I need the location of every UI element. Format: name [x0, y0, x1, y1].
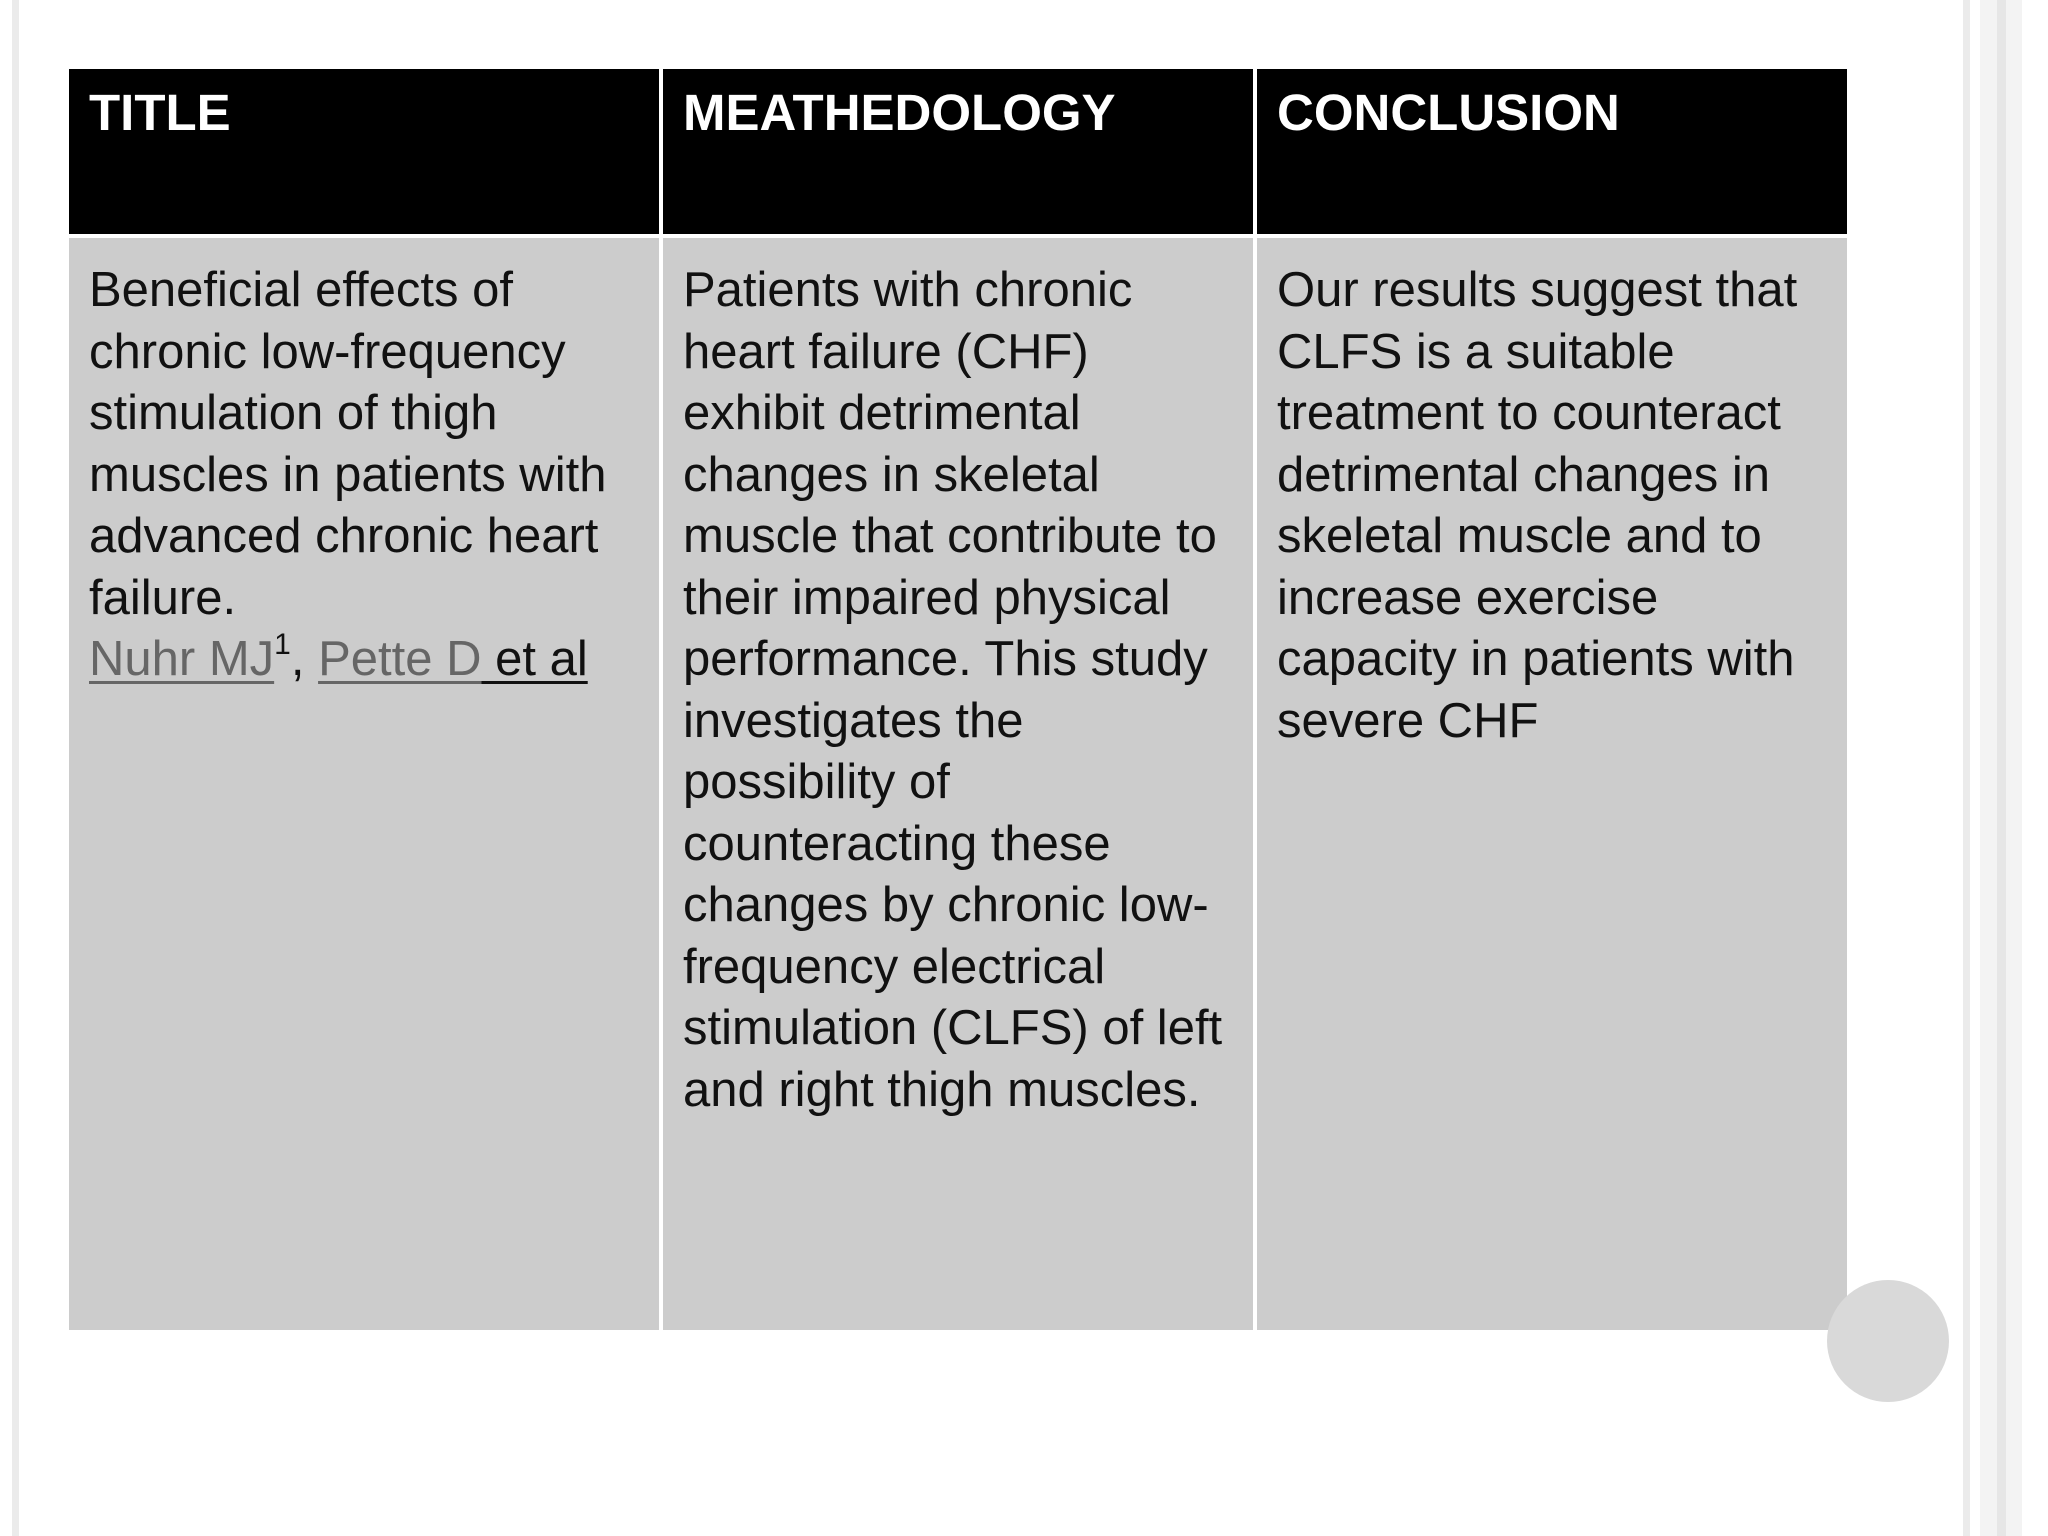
conclusion-cell: Our results suggest that CLFS is a suitable treatment to counteract detrimental changes in skeletal muscle and to increase exercise capacity in patients with severe CHF — [1257, 238, 1847, 1330]
right-edge-bar — [1963, 0, 1970, 1536]
decorative-circle — [1827, 1280, 1949, 1402]
header-conclusion: CONCLUSION — [1257, 69, 1847, 234]
header-methodology: MEATHEDOLOGY — [663, 69, 1253, 234]
methodology-cell: Patients with chronic heart failure (CHF) exhibit detrimental changes in skeletal muscle that contribute to their impaired physical performance. This study investigates the possibility of counteracting these changes by chronic low-frequency electrical stimulation (CLFS) of left and right thigh muscles. — [663, 238, 1253, 1330]
left-edge-bar — [12, 0, 19, 1536]
author-link-pette[interactable]: Pette D — [318, 632, 482, 686]
header-title: TITLE — [69, 69, 659, 234]
right-edge-line — [1997, 0, 2006, 1536]
et-al-text: et al — [481, 632, 588, 686]
literature-table — [69, 69, 1847, 1330]
author-link-nuhr[interactable]: Nuhr MJ — [89, 632, 275, 686]
paper-title: Beneficial effects of chronic low-frequency stimulation of thigh muscles in patients with advanced chronic heart failure. — [89, 263, 607, 625]
title-cell — [69, 238, 659, 1330]
author-affiliation-sup: 1 — [274, 627, 291, 661]
author-separator: , — [290, 632, 319, 686]
